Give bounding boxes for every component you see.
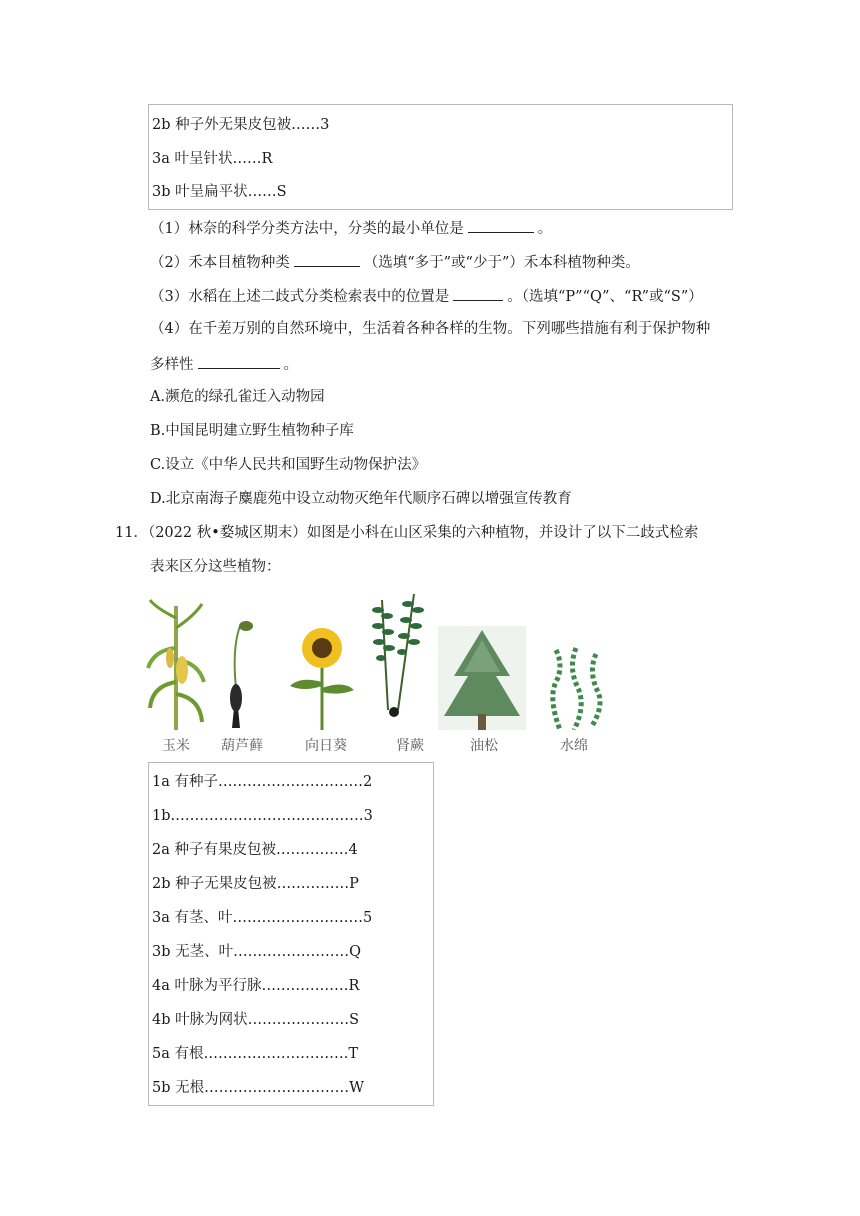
answer-blank[interactable] [294, 250, 360, 267]
question-1 [150, 216, 552, 240]
question-text: 。 [537, 221, 553, 237]
question-text: （2）禾本目植物种类 [150, 255, 290, 271]
question-11-stem: 11．（2022 秋•婺城区期末）如图是小科在山区采集的六种植物，并设计了以下二歧式检索 [115, 525, 699, 541]
question-text: 多样性 [150, 357, 194, 373]
key-line: 3a 叶呈针状……R [152, 151, 273, 167]
question-text: （1）林奈的科学分类方法中，分类的最小单位是 [150, 221, 464, 237]
question-text: （3）水稻在上述二歧式分类检索表中的位置是 [150, 289, 450, 305]
plant-label: 水绵 [560, 738, 588, 754]
key-line: 2b 种子外无果皮包被……3 [152, 117, 330, 133]
key-line: 2a 种子有果皮包被……………4 [152, 842, 358, 858]
key-line: 1b.…………………………………3 [152, 808, 373, 824]
question-3 [150, 284, 703, 308]
key-line: 5a 有根…………………………T [152, 1046, 359, 1062]
key-line: 1a 有种子…………………………2 [152, 774, 373, 790]
key-line: 3a 有茎、叶………………………5 [152, 910, 373, 926]
sunflower-image [286, 626, 358, 730]
option-a: A.濒危的绿孔雀迁入动物园 [150, 389, 325, 405]
key-line: 4b 叶脉为网状…………………S [152, 1012, 360, 1028]
dichotomous-key-box [148, 762, 434, 1106]
corn-image [146, 598, 206, 730]
question-text: 。 [283, 357, 298, 373]
answer-blank[interactable] [453, 284, 503, 301]
question-4: （4）在千差万别的自然环境中，生活着各种各样的生物。下列哪些措施有利于保护物种 [150, 321, 711, 337]
question-text: 。（选填“P”“Q”、“R”或“S”） [507, 289, 703, 305]
fern-image [368, 590, 424, 720]
plant-label: 葫芦藓 [221, 738, 263, 754]
answer-blank[interactable] [468, 216, 534, 233]
spirogyra-image [548, 646, 604, 730]
key-line: 2b 种子无果皮包被……………P [152, 876, 359, 892]
key-line: 3b 叶呈扁平状……S [152, 184, 287, 200]
plant-label: 肾蕨 [396, 738, 424, 754]
pine-image [438, 626, 526, 730]
plant-label: 油松 [470, 738, 498, 754]
key-line: 5b 无根…………………………W [152, 1080, 365, 1096]
plant-label: 玉米 [162, 738, 190, 754]
option-b: B.中国昆明建立野生植物种子库 [150, 423, 354, 439]
question-11-stem-cont: 表来区分这些植物： [150, 559, 281, 575]
option-c: C.设立《中华人民共和国野生动物保护法》 [150, 457, 427, 473]
top-key-box [148, 104, 733, 210]
option-d: D.北京南海子麋鹿苑中设立动物灭绝年代顺序石碑以增强宣传教育 [150, 491, 572, 507]
question-2 [150, 250, 640, 274]
plant-label: 向日葵 [305, 738, 347, 754]
key-line: 3b 无茎、叶……………………Q [152, 944, 362, 960]
key-line: 4a 叶脉为平行脉………………R [152, 978, 360, 994]
question-4-cont [150, 352, 298, 376]
answer-blank[interactable] [198, 352, 280, 369]
moss-image [218, 618, 258, 730]
question-text: （选填“多于”或“少于”）禾本科植物种类。 [363, 255, 640, 271]
